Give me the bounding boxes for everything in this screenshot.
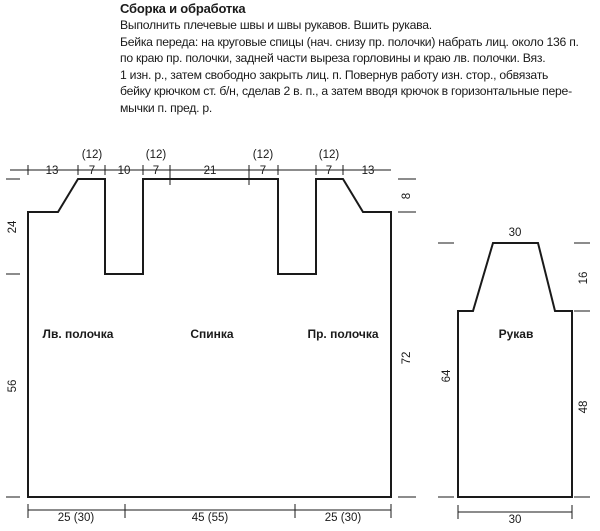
instructions-line: бейку крючком ст. б/н, сделав 2 в. п., а затем вводя крючок в горизонтальные пере- — [120, 84, 572, 98]
sleeve-label: Рукав — [498, 327, 534, 341]
bottom-dim: 25 (30) — [324, 512, 362, 524]
left-dim: 56 — [7, 379, 19, 393]
right-front-label: Пр. полочка — [307, 327, 379, 341]
left-front-label: Лв. полочка — [42, 327, 114, 341]
sleeve-bottom-width: 30 — [508, 514, 522, 526]
instructions-line: 1 изн. р., затем свободно закрыть лиц. п. Повернув работу изн. стор., обвязать — [120, 67, 549, 82]
top-dim: 7 — [88, 165, 96, 177]
left-dim: 24 — [7, 220, 19, 234]
top-dim: 7 — [259, 165, 267, 177]
top-dimension-line — [10, 165, 391, 185]
back-label: Спинка — [190, 327, 234, 341]
top-dim: 13 — [361, 165, 375, 177]
right-dim: 8 — [401, 192, 413, 200]
top-alt-dim: (12) — [252, 149, 274, 161]
bottom-dim: 45 (55) — [191, 512, 229, 524]
instructions-line: Выполнить плечевые швы и швы рукавов. Вшить рукава. — [120, 18, 432, 32]
top-dim: 10 — [117, 165, 131, 177]
bottom-dim: 25 (30) — [57, 512, 95, 524]
sleeve-right-top: 16 — [578, 271, 590, 285]
right-dim: 72 — [401, 351, 413, 365]
top-dim: 21 — [203, 165, 217, 177]
instructions-line: мычки п. пред. р. — [120, 100, 213, 115]
sleeve-outline — [458, 243, 572, 497]
top-alt-dim: (12) — [318, 149, 340, 161]
top-alt-dim: (12) — [81, 149, 103, 161]
top-alt-dim: (12) — [145, 149, 167, 161]
sleeve-right-bottom: 48 — [578, 400, 590, 414]
top-dim: 7 — [325, 165, 333, 177]
sleeve-top-width: 30 — [508, 227, 522, 239]
sleeve-dimension-lines — [438, 243, 590, 519]
sleeve-left-height: 64 — [441, 369, 453, 383]
top-dim: 7 — [152, 165, 160, 177]
top-dim: 13 — [45, 165, 59, 177]
instructions-line: Бейка переда: на круговые спицы (нач. снизу пр. полочки) набрать лиц. около 136 п. — [120, 34, 579, 49]
right-dimension-line — [398, 179, 416, 497]
instructions-heading: Сборка и обработка — [120, 1, 246, 16]
instructions-line: по краю пр. полочки, задней части выреза горловины и краю лв. полочки. Вяз. — [120, 51, 546, 65]
